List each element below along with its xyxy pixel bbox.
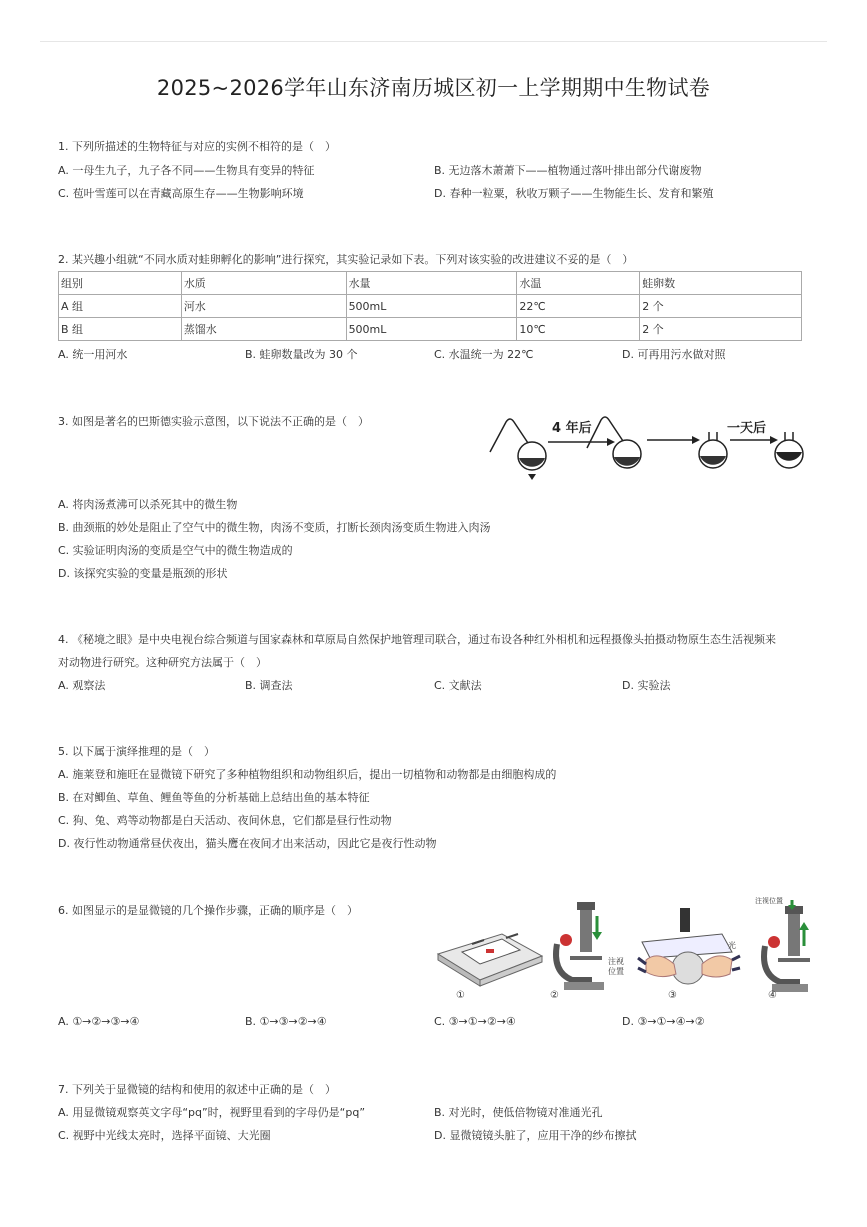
fig-note-watch: 注视 [608,957,624,966]
table-cell: 500mL [346,295,517,318]
table-cell: 10℃ [517,318,640,341]
microscope-icon [764,906,810,992]
question-3-option-b[interactable]: B. 曲颈瓶的妙处是阻止了空气中的微生物，肉汤不变质，打断长颈肉汤变质生物进入肉汤 [58,521,491,534]
question-3-option-a[interactable]: A. 将肉汤煮沸可以杀死其中的微生物 [58,498,238,511]
question-4-option-d[interactable]: D. 实验法 [622,679,671,692]
step-label-2: ② [550,990,559,1001]
table-cell: 2 个 [640,318,802,341]
question-7-option-b[interactable]: B. 对光时，使低倍物镜对准通光孔 [434,1106,603,1119]
broken-neck-flask-icon [775,432,803,468]
page-title: 2025~2026学年山东济南历城区初一上学期期中生物试卷 [156,76,711,100]
question-1-option-b[interactable]: B. 无边落木萧萧下——植物通过落叶排出部分代谢废物 [434,164,702,177]
microscope-icon [556,902,604,990]
question-5-stem: 5. 以下属于演绎推理的是（ ） [58,745,215,758]
hands-adjust-mirror-icon [638,908,740,984]
question-6-option-c[interactable]: C. ③→①→②→④ [434,1015,516,1028]
table-cell: 500mL [346,318,517,341]
question-1-option-a[interactable]: A. 一母生九子，九子各不同——生物具有变异的特征 [58,164,315,177]
question-3-option-d[interactable]: D. 该探究实验的变量是瓶颈的形状 [58,567,228,580]
question-1-option-d[interactable]: D. 春种一粒粟，秋收万颗子——生物能生长、发育和繁殖 [434,187,714,200]
question-2-stem: 2. 某兴趣小组就“不同水质对蛙卵孵化的影响”进行探究，其实验记录如下表。下列对该实验的改进建议不妥的是（ ） [58,253,634,266]
question-4-option-b[interactable]: B. 调查法 [245,679,293,692]
question-2-option-a[interactable]: A. 统一用河水 [58,348,128,361]
pasteur-experiment-figure [484,412,809,482]
table-cell: 2 个 [640,295,802,318]
question-1-option-c[interactable]: C. 苞叶雪莲可以在青藏高原生存——生物影响环境 [58,187,304,200]
question-1-stem: 1. 下列所描述的生物特征与对应的实例不相符的是（ ） [58,140,336,153]
fig-note-watch-position: 注视位置 [755,897,783,905]
question-6-option-d[interactable]: D. ③→①→④→② [622,1015,705,1028]
fig-note-position: 位置 [608,967,624,976]
microscope-steps-figure [432,894,812,1004]
question-2-option-d[interactable]: D. 可再用污水做对照 [622,348,726,361]
question-6-option-a[interactable]: A. ①→②→③→④ [58,1015,140,1028]
table-cell: 水质 [181,272,346,295]
table-cell: B 组 [59,318,182,341]
question-5-option-c[interactable]: C. 狗、兔、鸡等动物都是白天活动、夜间休息，它们都是昼行性动物 [58,814,392,827]
step-label-1: ① [456,990,465,1001]
table-cell: 组别 [59,272,182,295]
fig-label-one-day: 一天后 [727,421,767,436]
question-4-option-c[interactable]: C. 文献法 [434,679,482,692]
slide-stage-icon [438,934,542,986]
table-row [59,272,802,295]
table-cell: 水温 [517,272,640,295]
question-5-option-b[interactable]: B. 在对鲫鱼、草鱼、鲤鱼等鱼的分析基础上总结出鱼的基本特征 [58,791,370,804]
experiment-table [58,271,802,341]
fig-note-light: 光 [728,941,736,950]
table-row [59,295,802,318]
question-7-option-a[interactable]: A. 用显微镜观察英文字母“pq”时，视野里看到的字母仍是“pq” [58,1106,366,1119]
table-cell: 蛙卵数 [640,272,802,295]
step-label-4: ④ [768,990,777,1001]
table-cell: 22℃ [517,295,640,318]
table-cell: 水量 [346,272,517,295]
step-label-3: ③ [668,990,677,1001]
question-6-option-b[interactable]: B. ①→③→②→④ [245,1015,327,1028]
question-5-option-a[interactable]: A. 施莱登和施旺在显微镜下研究了多种植物组织和动物组织后，提出一切植物和动物都是由细胞构成的 [58,768,557,781]
question-4-stem-line2: 对动物进行研究。这种研究方法属于（ ） [58,656,267,669]
question-7-stem: 7. 下列关于显微镜的结构和使用的叙述中正确的是（ ） [58,1083,336,1096]
header-divider [40,41,827,42]
question-4-stem-line1: 4. 《秘境之眼》是中央电视台综合频道与国家森林和草原局自然保护地管理司联合，通过布设各种红外相机和远程摄像头拍摄动物原生态生活视频来 [58,633,776,646]
question-3-option-c[interactable]: C. 实验证明肉汤的变质是空气中的微生物造成的 [58,544,293,557]
fig-label-4-years: 4 年后 [552,421,592,436]
table-row [59,318,802,341]
question-7-option-d[interactable]: D. 显微镜镜头脏了，应用干净的纱布擦拭 [434,1129,637,1142]
table-cell: 河水 [181,295,346,318]
question-2-option-c[interactable]: C. 水温统一为 22℃ [434,348,534,361]
question-2-option-b[interactable]: B. 蛙卵数量改为 30 个 [245,348,358,361]
question-7-option-c[interactable]: C. 视野中光线太亮时，选择平面镜、大光圈 [58,1129,271,1142]
question-4-option-a[interactable]: A. 观察法 [58,679,106,692]
question-3-stem: 3. 如图是著名的巴斯德实验示意图，以下说法不正确的是（ ） [58,415,369,428]
table-cell: 蒸馏水 [181,318,346,341]
question-5-option-d[interactable]: D. 夜行性动物通常昼伏夜出，猫头鹰在夜间才出来活动，因此它是夜行性动物 [58,837,437,850]
table-cell: A 组 [59,295,182,318]
question-6-stem: 6. 如图显示的是显微镜的几个操作步骤，正确的顺序是（ ） [58,904,358,917]
